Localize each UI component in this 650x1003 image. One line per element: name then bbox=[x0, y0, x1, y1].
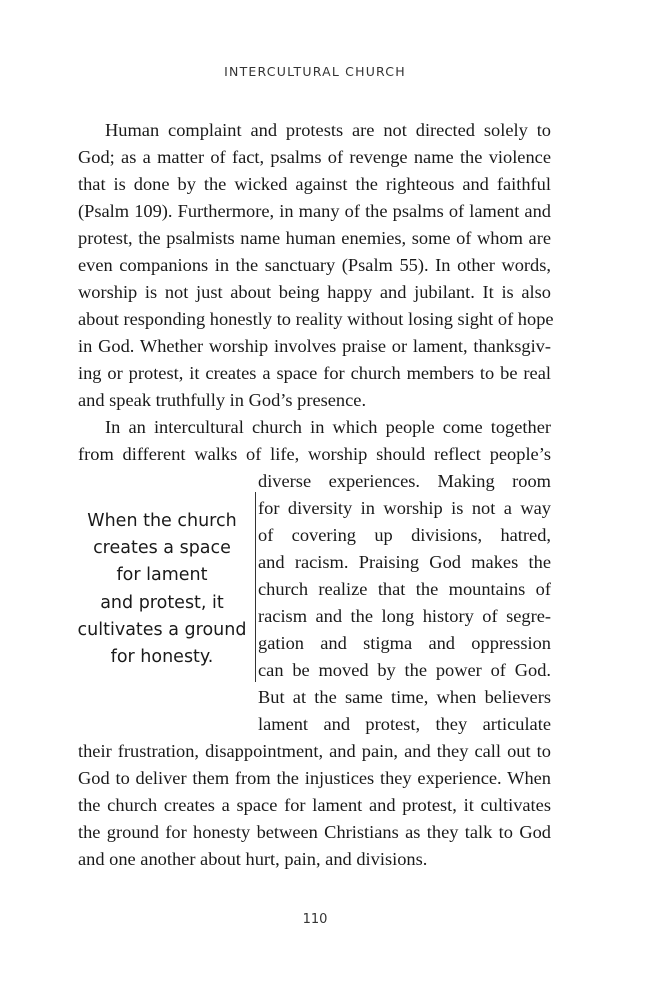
body-line: and one another about hurt, pain, and divisions. bbox=[78, 849, 428, 869]
body-line: even companions in the sanctuary (Psalm 55). In other words, bbox=[78, 255, 551, 275]
body-line: church realize that the mountains of bbox=[258, 579, 551, 599]
pull-quote-line: and protest, it bbox=[100, 592, 224, 613]
body-line: in God. Whether worship involves praise or lament, thanksgiv- bbox=[78, 336, 551, 356]
body-line: of covering up divisions, hatred, bbox=[258, 525, 551, 545]
pull-quote-line: When the church bbox=[87, 511, 237, 531]
body-line: that is done by the wicked against the righteous and faithful bbox=[78, 174, 551, 194]
pull-quote-line: for lament bbox=[116, 565, 208, 586]
body-line: protest, the psalmists name human enemies, some of whom are bbox=[78, 228, 551, 248]
body-line: In an intercultural church in which people come together bbox=[105, 417, 551, 437]
body-line: for diversity in worship is not a way bbox=[258, 498, 551, 518]
body-line: gation and stigma and oppression bbox=[258, 633, 551, 653]
body-line: the ground for honesty between Christians as they talk to God bbox=[78, 822, 551, 842]
body-line: worship is not just about being happy and jubilant. It is also bbox=[78, 282, 551, 302]
body-line: (Psalm 109). Furthermore, in many of the psalms of lament and bbox=[78, 201, 551, 221]
body-line: Human complaint and protests are not directed solely to bbox=[105, 120, 551, 140]
body-line: diverse experiences. Making room bbox=[258, 471, 551, 491]
pull-quote-rule bbox=[255, 492, 256, 682]
pull-quote-line: for honesty. bbox=[110, 647, 214, 668]
body-line: God; as a matter of fact, psalms of revenge name the violence bbox=[78, 147, 551, 167]
body-line: can be moved by the power of God. bbox=[258, 660, 551, 680]
running-head: INTERCULTURAL CHURCH bbox=[224, 64, 406, 79]
pull-quote-line: cultivates a ground bbox=[77, 619, 247, 640]
body-line: the church creates a space for lament and protest, it cultivates bbox=[78, 795, 551, 815]
page-number: 110 bbox=[302, 912, 328, 927]
body-line: about responding honestly to reality without losing sight of hope bbox=[78, 309, 554, 329]
body-line: from different walks of life, worship should reflect people’s bbox=[78, 444, 551, 464]
body-line: ing or protest, it creates a space for church members to be real bbox=[78, 363, 551, 383]
body-line: But at the same time, when believers bbox=[258, 687, 551, 707]
pull-quote-line: creates a space bbox=[93, 538, 231, 559]
body-line: and racism. Praising God makes the bbox=[258, 552, 551, 572]
body-line: lament and protest, they articulate bbox=[258, 714, 551, 734]
body-line: and speak truthfully in God’s presence. bbox=[78, 390, 367, 410]
body-line: their frustration, disappointment, and pain, and they call out to bbox=[78, 741, 551, 761]
body-line: racism and the long history of segre- bbox=[258, 606, 551, 626]
pull-quote bbox=[72, 508, 252, 671]
body-line: God to deliver them from the injustices they experience. When bbox=[78, 768, 551, 788]
